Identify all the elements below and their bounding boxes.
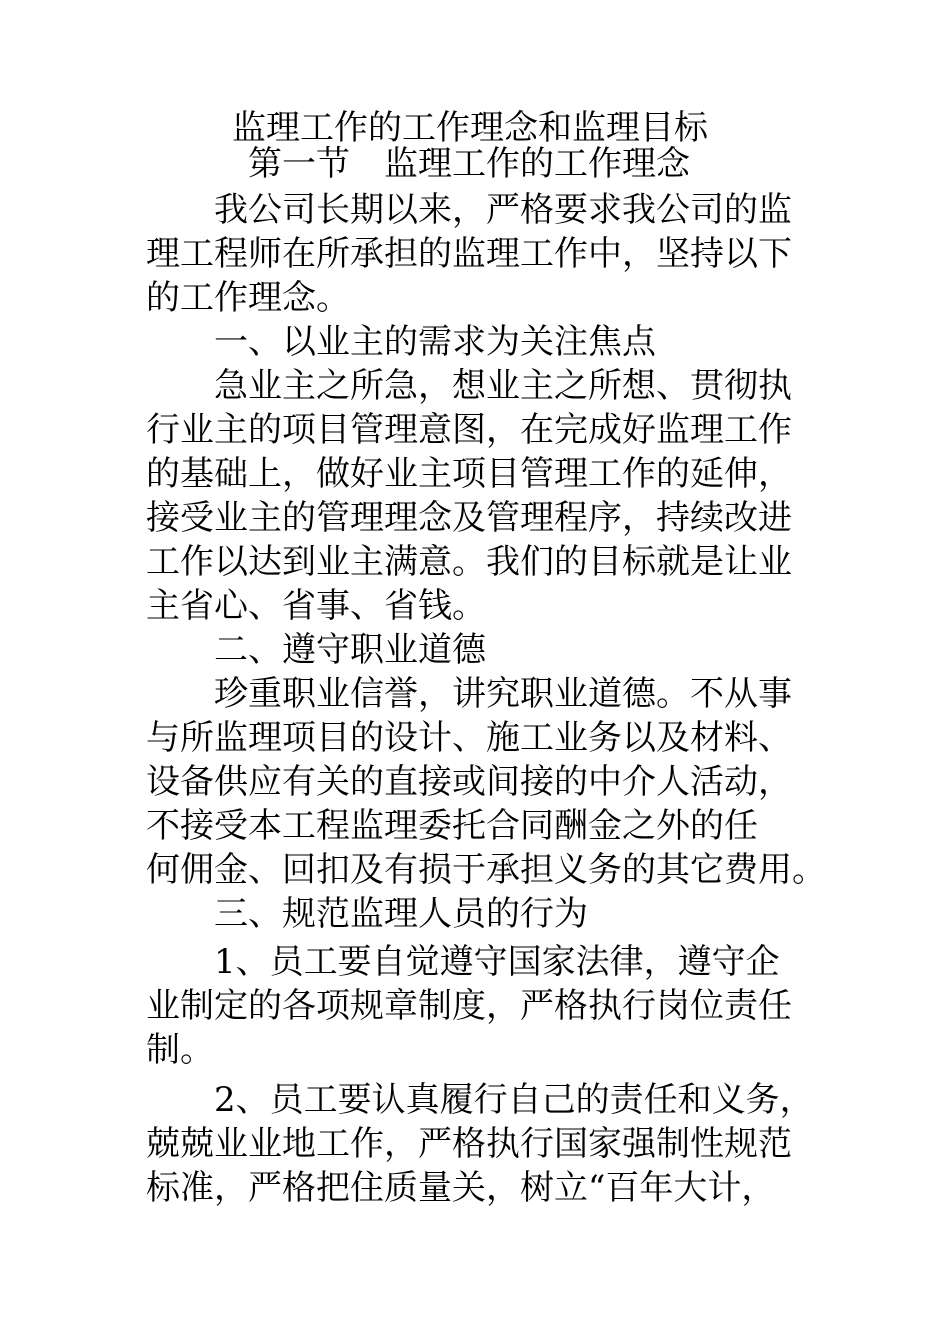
paragraph-line: 我公司长期以来，严格要求我公司的监: [214, 190, 792, 230]
paragraph-line: 不接受本工程监理委托合同酬金之外的任: [146, 806, 758, 846]
paragraph-line: 的基础上，做好业主项目管理工作的延伸，: [146, 454, 792, 494]
paragraph-line: 珍重职业信誉，讲究职业道德。不从事: [214, 674, 792, 714]
paragraph-line: 标准，严格把住质量关，树立“百年大计，: [146, 1168, 776, 1208]
paragraph-line: 行业主的项目管理意图，在完成好监理工作: [146, 410, 792, 450]
paragraph-line: 的工作理念。: [146, 278, 350, 318]
paragraph-line: 1、员工要自觉遵守国家法律，遵守企: [214, 942, 780, 982]
paragraph-line: 设备供应有关的直接或间接的中介人活动，: [146, 762, 792, 802]
paragraph-line: 工作以达到业主满意。我们的目标就是让业: [146, 542, 792, 582]
paragraph-line: 兢兢业业地工作，严格执行国家强制性规范: [146, 1124, 792, 1164]
list-heading: 二、遵守职业道德: [214, 630, 486, 670]
document-title: 监理工作的工作理念和监理目标: [232, 108, 708, 148]
paragraph-line: 理工程师在所承担的监理工作中，坚持以下: [146, 234, 792, 274]
paragraph-line: 急业主之所急，想业主之所想、贯彻执: [214, 366, 792, 406]
paragraph-line: 与所监理项目的设计、施工业务以及材料、: [146, 718, 792, 758]
paragraph-line: 主省心、省事、省钱。: [146, 586, 486, 626]
section-heading: 第一节 监理工作的工作理念: [248, 144, 690, 184]
paragraph-line: 接受业主的管理理念及管理程序，持续改进: [146, 498, 792, 538]
paragraph-line: 业制定的各项规章制度，严格执行岗位责任: [146, 986, 792, 1026]
paragraph-line: 制。: [146, 1030, 214, 1070]
list-heading: 一、以业主的需求为关注焦点: [214, 322, 656, 362]
list-heading: 三、规范监理人员的行为: [214, 894, 588, 934]
paragraph-line: 何佣金、回扣及有损于承担义务的其它费用。: [146, 850, 826, 890]
paragraph-line: 2、员工要认真履行自己的责任和义务，: [214, 1080, 814, 1120]
